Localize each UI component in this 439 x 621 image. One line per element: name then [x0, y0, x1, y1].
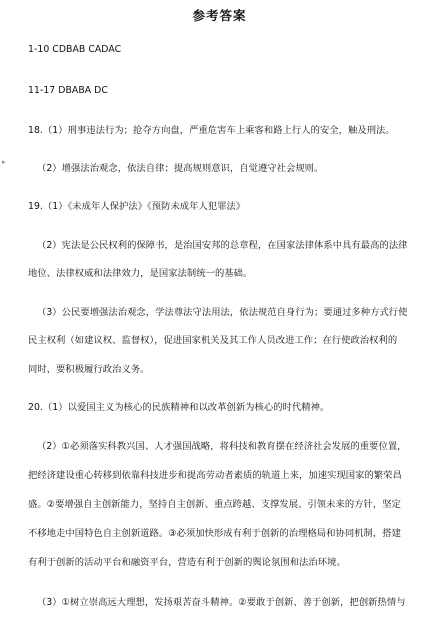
answer-line-19-1: 19.（1）《未成年人保护法》《预防未成年人犯罪法》 — [28, 201, 246, 212]
answer-line-19-3c: 同时，要积极履行政治义务。 — [28, 364, 150, 375]
answer-line-20-2d: 不移地走中国特色自主创新道路。③必须加快形成有利于创新的治理格局和协同机制，搭建 — [28, 528, 401, 539]
answer-line-mc-11-17: 11-17 DBABA DC — [28, 85, 108, 96]
answer-line-mc-1-10: 1-10 CDBAB CADAC — [28, 44, 122, 55]
answer-line-19-2b: 地位、法律权威和法律效力，是国家法制统一的基础。 — [28, 268, 253, 279]
answer-line-20-2c: 盛。②要增强自主创新能力，坚持自主创新、重点跨越、支撑发展、引领未来的方针，坚定 — [28, 499, 401, 510]
answer-line-20-1: 20.（1）以爱国主义为核心的民族精神和以改革创新为核心的时代精神。 — [28, 402, 330, 413]
answer-line-20-2e: 有利于创新的活动平台和融资平台，营造有利于创新的舆论氛围和法治环境。 — [28, 557, 346, 568]
answer-line-19-2a: （2）宪法是公民权利的保障书，是治国安邦的总章程，在国家法律体系中具有最高的法律 — [37, 240, 408, 251]
answer-line-20-2b: 把经济建设重心转移到依靠科技进步和提高劳动者素质的轨道上来，加速实现国家的繁荣昌 — [28, 470, 402, 481]
document-title: 参考答案 — [192, 8, 247, 23]
answer-line-20-3a: （3）①树立崇高远大理想，发扬艰苦奋斗精神。②要敢于创新、善于创新，把创新热情与 — [37, 597, 406, 608]
answer-line-19-3a: （3）公民要增强法治观念，学法尊法守法用法，依法规范自身行为；要通过多种方式行使 — [37, 307, 408, 318]
answer-line-20-2a: （2）①必须落实科教兴国、人才强国战略，将科技和教育摆在经济社会发展的重要位置， — [37, 441, 407, 452]
margin-marker-icon: ▸ — [2, 158, 6, 166]
answer-line-18-2: （2）增强法治观念，依法自律；提高规则意识，自觉遵守社会规则。 — [37, 163, 324, 174]
answer-line-18-1: 18.（1）刑事违法行为；抢夺方向盘，严重危害车上乘客和路上行人的安全，触及刑法。 — [28, 125, 395, 136]
answer-line-19-3b: 民主权利（如建议权、监督权），促进国家机关及其工作人员改进工作；在行使政治权利的 — [28, 335, 398, 346]
